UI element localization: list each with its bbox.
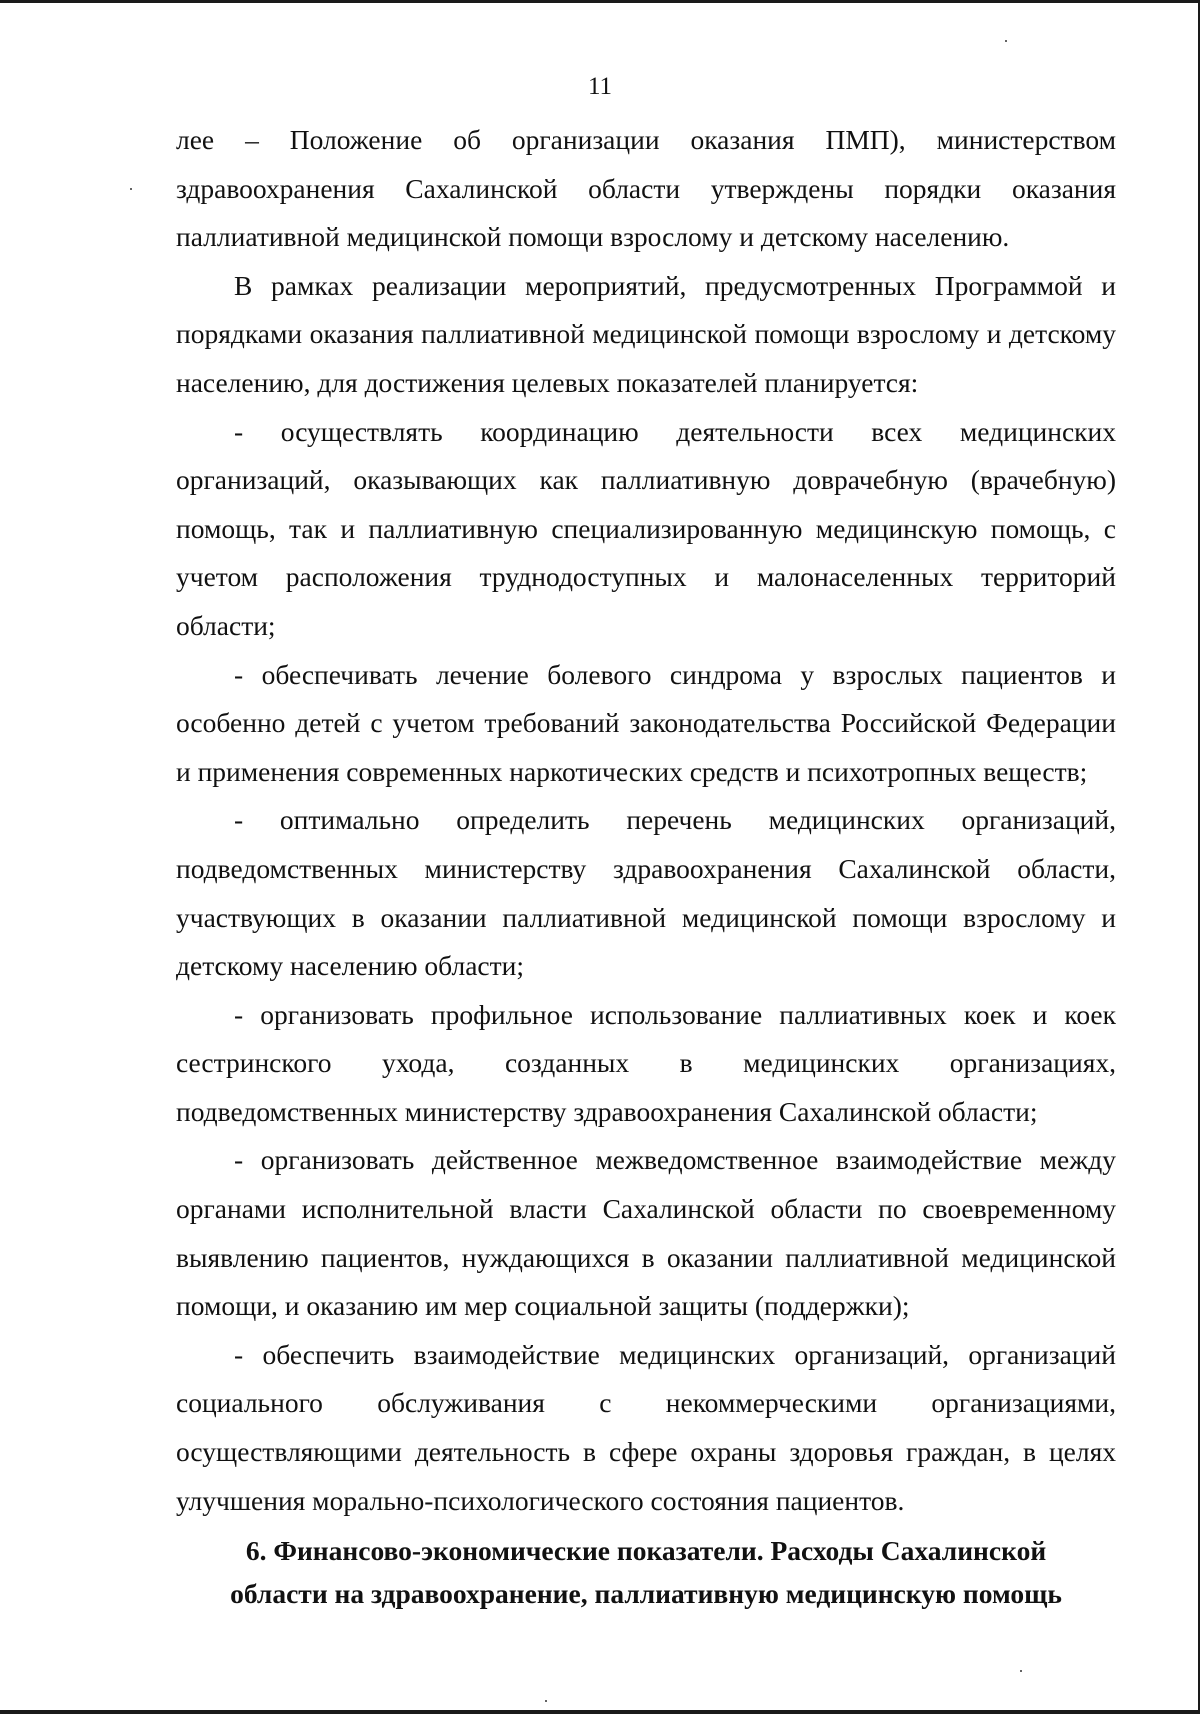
- scan-border-bottom: [0, 1710, 1200, 1714]
- section-heading-line-2: области на здравоохранение, паллиативную медицинскую помощь: [230, 1578, 1062, 1610]
- list-item-cooperation: - обеспечить взаимодействие медицинских организаций, организаций социального обслуживания с некоммерческими организациями, осуществляющими деятельность в сфере охраны здоровья граждан, в целях улучшения морально-психологического состояния пациентов.: [176, 1338, 1116, 1516]
- list-item-coordination: - осуществлять координацию деятельности всех медицинских организаций, оказывающих как паллиативную доврачебную (врачебную) помощь, так и паллиативную специализированную медицинскую помощь, с учетом расположения труднодоступных и малонаселенных территорий области;: [176, 415, 1116, 641]
- list-item-interagency: - организовать действенное межведомственное взаимодействие между органами исполнительной власти Сахалинской области по своевременному выявлению пациентов, нуждающихся в оказании паллиативной медицинской помощи, и оказанию им мер социальной защиты (поддержки);: [176, 1144, 1116, 1322]
- section-heading: [176, 1529, 1116, 1615]
- scan-speck: [1020, 1670, 1022, 1672]
- section-heading-line-1: 6. Финансово-экономические показатели. Расходы Сахалинской: [245, 1535, 1047, 1567]
- scan-speck: [130, 188, 132, 190]
- scan-border-top: [0, 0, 1200, 3]
- list-item-pain-treatment: - обеспечивать лечение болевого синдрома у взрослых пациентов и особенно детей с учетом требований законодательства Российской Федерации и применения современных наркотических средств и психотропных веществ;: [176, 658, 1116, 787]
- document-body: [176, 116, 1116, 1615]
- scan-speck: [545, 1700, 547, 1702]
- paragraph-intro: В рамках реализации мероприятий, предусмотренных Программой и порядками оказания паллиативной медицинской помощи взрослому и детскому населению, для достижения целевых показателей планируется:: [176, 269, 1116, 398]
- page-number: 11: [587, 73, 613, 100]
- list-item-beds-usage: - организовать профильное использование паллиативных коек и коек сестринского ухода, созданных в медицинских организациях, подведомственных министерству здравоохранения Сахалинской области;: [176, 998, 1116, 1127]
- paragraph-continuation: лее – Положение об организации оказания ПМП), министерством здравоохранения Сахалинской области утверждены порядки оказания паллиативной медицинской помощи взрослому и детскому населению.: [176, 124, 1116, 253]
- scan-speck: [1005, 40, 1007, 42]
- list-item-organizations-list: - оптимально определить перечень медицинских организаций, подведомственных министерству здравоохранения Сахалинской области, участвующих в оказании паллиативной медицинской помощи взрослому и детскому населению области;: [176, 804, 1116, 982]
